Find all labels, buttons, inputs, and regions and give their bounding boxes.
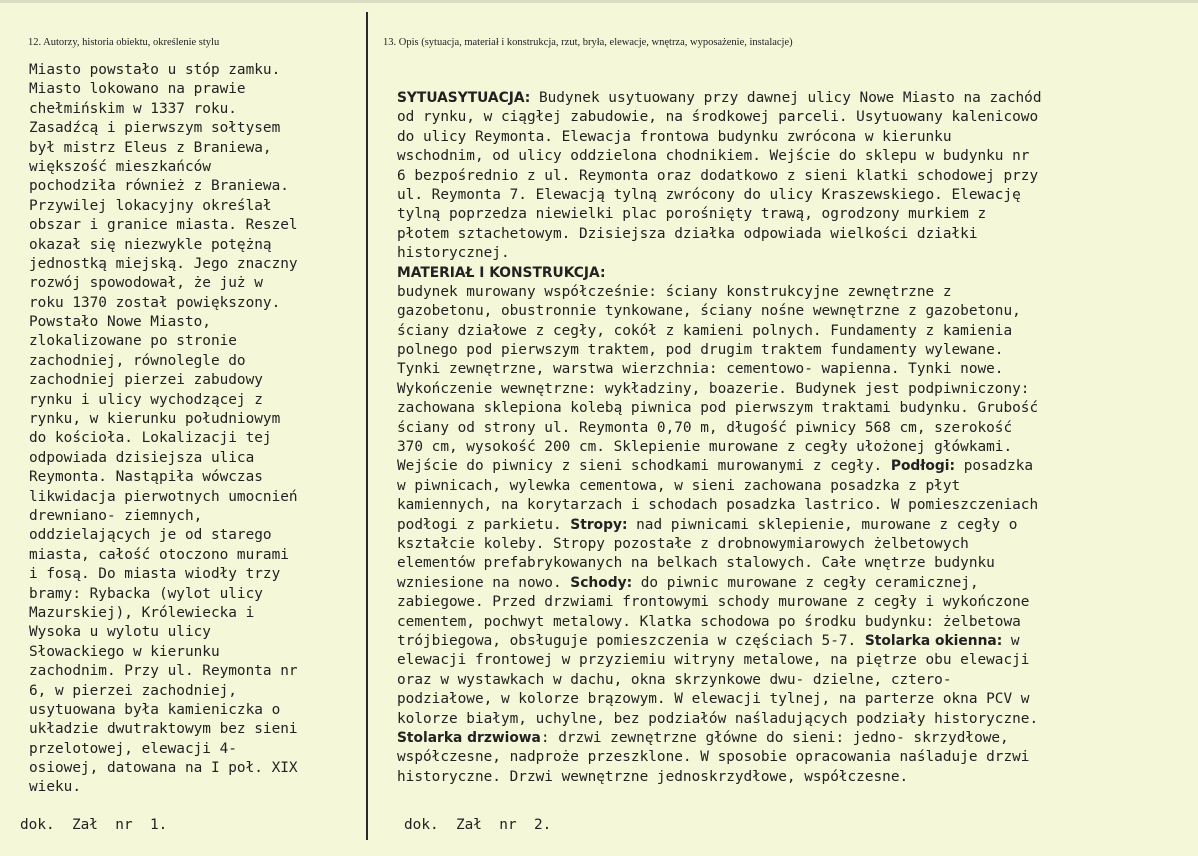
description-text-line — [397, 496, 1041, 515]
description-text: kamiennych, na korytarzach i schodach posadzka lastrico. W pomieszczeniach — [397, 497, 1039, 514]
history-text-line: pochodziła również z Braniewa. — [29, 178, 289, 195]
top-edge — [0, 0, 1198, 3]
history-text-line: był mistrz Eleus z Braniewa, — [29, 139, 272, 156]
description-text-column — [397, 89, 1041, 787]
description-text: oraz w wystawkach w dachu, okna skrzynkowe dwu- dzielne, cztero- — [397, 671, 952, 688]
description-text: do ulicy Reymonta. Elewacja frontowa budynku zwrócona w kierunku — [397, 128, 952, 145]
description-text: 370 cm, wysokość 200 cm. Sklepienie murowane z cegły ułożonej główkami. — [397, 439, 1013, 456]
description-text-line — [397, 593, 1041, 612]
history-text-line: Reymonta. Nastąpiła wówczas — [29, 469, 263, 486]
description-text: elementów prefabrykowanych na belkach stalowych. Całe wnętrze budynku — [397, 555, 995, 572]
description-text-line — [397, 283, 1041, 302]
history-text-line: rozwój spowodował, że już w — [29, 275, 263, 292]
section-heading-label: Stropy: — [570, 516, 628, 533]
history-text-line: zachodniej, równolegle do — [29, 352, 246, 369]
history-text-line: likwidacja pierwotnych umocnień — [29, 488, 298, 505]
description-text-line — [397, 632, 1041, 651]
history-text-line: wieku. — [29, 779, 81, 796]
section-heading-label: Stolarka okienna: — [864, 632, 1003, 649]
description-text-line — [397, 554, 1041, 573]
history-text-line: zachodniej pierzei zabudowy — [29, 372, 263, 389]
history-text-line: Miasto powstało u stóp zamku. — [29, 62, 281, 78]
description-text-line — [397, 457, 1041, 476]
description-text: historycznej. — [397, 245, 510, 262]
section-heading-label: Schody: — [570, 574, 633, 591]
description-text: płotem sztachetowym. Dzisiejsza działka odpowiada wielkości działki — [397, 225, 978, 242]
description-text-line — [397, 748, 1041, 767]
left-footer-note: dok. Zał nr 1. — [20, 817, 168, 833]
description-text: budynek murowany współcześnie: ściany konstrukcyjne zewnętrzne z — [397, 283, 952, 300]
history-text-line: Mazurskiej), Królewiecka i — [29, 604, 255, 621]
description-text-line — [397, 380, 1041, 399]
history-text-line: rynku i ulicy wychodzącej z — [29, 391, 263, 408]
description-text: nad piwnicami sklepienie, murowane z cegły o — [627, 516, 1018, 533]
history-text-line: miasta, całość otoczono murami — [29, 546, 289, 563]
description-text-line — [397, 516, 1041, 535]
history-text-line: chełmińskim w 1337 roku. — [29, 100, 237, 117]
description-text-line — [397, 360, 1041, 379]
description-text-line — [397, 671, 1041, 690]
description-text: elewacji frontowej w przyziemiu witryny metalowe, na piętrze obu elewacji — [397, 652, 1030, 669]
description-text-line — [397, 710, 1041, 729]
history-text-line: do kościoła. Lokalizacji tej — [29, 430, 272, 447]
right-section-header: 13. Opis (sytuacja, materiał i konstrukcja, rzut, bryła, elewacje, wnętrza, wyposażenie, instalacje) — [383, 37, 793, 48]
section-heading-label: Stolarka drzwiowa — [397, 729, 541, 746]
description-text-line — [397, 419, 1041, 438]
description-text: podłogi z parkietu. — [397, 516, 571, 533]
description-text: w piwnicach, wylewka cementowa, w sieni zachowana posadzka z płyt — [397, 477, 961, 494]
section-heading-label: Podłogi: — [890, 458, 956, 475]
description-text: kolorze białym, uchylne, bez podziałów naśladujących podziały historyczne. — [397, 710, 1039, 727]
description-text: wzniesione na nowo. — [397, 574, 571, 591]
description-text-line — [397, 399, 1041, 418]
description-text: współczesne, nadproże przeszklone. W sposobie opracowania naśladuje drzwi — [397, 749, 1030, 766]
description-text-line — [397, 768, 1041, 787]
description-text-line — [397, 535, 1041, 554]
description-text-line — [397, 186, 1041, 205]
history-text-line: przelotowej, elewacji 4- — [29, 740, 237, 757]
history-text-line: osiowej, datowana na I poł. XIX — [29, 760, 298, 777]
description-text: : drzwi zewnętrzne główne do sieni: jedno- skrzydłowe, — [540, 729, 1009, 746]
history-text-line: Zasadźcą i pierwszym sołtysem — [29, 120, 281, 137]
description-text: do piwnic murowane z cegły ceramicznej, — [632, 574, 979, 591]
history-text-line: i fosą. Do miasta wiodły trzy — [29, 566, 281, 583]
description-text: zachowana sklepiona kolebą piwnica pod pierwszym traktami budynku. Grubość — [397, 400, 1039, 417]
description-text: w — [1002, 632, 1020, 649]
history-text-line: obszar i granice miasta. Reszel — [29, 217, 298, 234]
history-text-line: odpowiada dzisiejsza ulica — [29, 449, 255, 466]
description-text: Budynek usytuowany przy dawnej ulicy Nowe Miasto na zachód — [530, 90, 1042, 106]
history-text-line: zlokalizowane po stronie — [29, 333, 237, 350]
description-text: kształcie koleby. Stropy pozostałe z drobnowymiarowych żelbetowych — [397, 535, 969, 552]
history-text-line: usytuowana była kamieniczka o — [29, 701, 281, 718]
history-text-line: zachodnim. Przy ul. Reymonta nr — [29, 663, 298, 680]
history-text-line: jednostką miejską. Jego znaczny — [29, 255, 298, 272]
history-text-line: drewniano- ziemnych, — [29, 507, 203, 524]
description-text-line — [397, 613, 1041, 632]
description-text-line — [397, 264, 1041, 283]
description-text: posadzka — [955, 458, 1034, 475]
history-text-line: Słowackiego w kierunku — [29, 643, 220, 660]
description-text: 6 bezpośrednio z ul. Reymonta oraz dodatkowo z sieni klatki schodowej przy — [397, 167, 1039, 184]
history-text-line: Przywilej lokacyjny określał — [29, 197, 272, 214]
description-text: cementem, pochwyt metalowy. Klatka schodowa po środku budynku: żelbetowa — [397, 613, 1021, 630]
description-text-line — [397, 322, 1041, 341]
history-text-line: roku 1370 został powiększony. — [29, 294, 281, 311]
description-text-line — [397, 225, 1041, 244]
description-text: ściany od strony ul. Reymonta 0,70 m, długość piwnicy 568 cm, szerokość — [397, 419, 1013, 436]
description-text-line — [397, 477, 1041, 496]
description-text-line — [397, 729, 1041, 748]
description-text-line — [397, 108, 1041, 127]
description-text-line — [397, 89, 1041, 108]
description-text: polnego pod pierwszym traktem, pod drugim traktem fundamenty wylewane. — [397, 342, 1004, 359]
section-heading-label: SYTUASYTUACJA: — [397, 90, 531, 106]
column-divider — [366, 12, 368, 840]
description-text-line — [397, 438, 1041, 457]
description-text-line — [397, 302, 1041, 321]
history-text-line: Miasto lokowano na prawie — [29, 81, 246, 98]
description-text-line — [397, 574, 1041, 593]
description-text-line — [397, 341, 1041, 360]
history-text-line: rynku, w kierunku południowym — [29, 411, 281, 428]
history-text-line: Wysoka u wylotu ulicy — [29, 624, 211, 641]
section-heading-label: MATERIAŁ I KONSTRUKCJA: — [397, 264, 606, 281]
history-text-line: bramy: Rybacka (wylot ulicy — [29, 585, 263, 602]
description-text-line — [397, 690, 1041, 709]
history-text-line: 6, w pierzei zachodniej, — [29, 682, 237, 699]
description-text: Wejście do piwnicy z sieni schodkami murowanymi z cegły. — [397, 458, 891, 475]
description-text-line — [397, 128, 1041, 147]
history-text-line: okazał się niezwykle potężną — [29, 236, 272, 253]
description-text-line — [397, 651, 1041, 670]
description-text: Tynki zewnętrzne, warstwa wierzchnia: cementowo- wapienna. Tynki nowe. — [397, 361, 1004, 378]
description-text: historyczne. Drzwi wewnętrzne jednoskrzydłowe, współczesne. — [397, 768, 909, 785]
description-text: tylną poprzedza niewielki plac porośnięty trawą, ogrodzony murkiem z — [397, 206, 987, 223]
right-footer-note: dok. Zał nr 2. — [404, 817, 552, 833]
history-text-line: oddzielających je od starego — [29, 527, 272, 544]
left-section-header: 12. Autorzy, historia obiektu, określenie stylu — [28, 37, 220, 48]
description-text: podziałowe, w kolorze brązowym. W elewacji tylnej, na parterze okna PCV w — [397, 691, 1030, 708]
description-text: od rynku, w ciągłej zabudowie, na środkowej parceli. Usytuowany kalenicowo — [397, 109, 1039, 126]
history-text-column — [29, 61, 298, 798]
description-text: Wykończenie wewnętrzne: wykładziny, boazerie. Budynek jest podpiwniczony: — [397, 380, 1030, 397]
history-text-line: układzie dwutraktowym bez sieni — [29, 721, 298, 738]
description-text-line — [397, 244, 1041, 263]
description-text: gazobetonu, obustronnie tynkowane, ściany nośne wewnętrzne z gazobetonu, — [397, 303, 1021, 320]
description-text: zabiegowe. Przed drzwiami frontowymi schody murowane z cegły i wykończone — [397, 594, 1030, 611]
history-text-line: Powstało Nowe Miasto, — [29, 314, 211, 331]
description-text: wschodnim, od ulicy oddzielona chodnikiem. Wejście do sklepu w budynku nr — [397, 148, 1030, 165]
description-text-line — [397, 167, 1041, 186]
description-text: trójbiegowa, obsługuje pomieszczenia w częściach 5-7. — [397, 632, 865, 649]
description-text-line — [397, 205, 1041, 224]
description-text-line — [397, 147, 1041, 166]
history-text-line: większość mieszkańców — [29, 158, 211, 175]
description-text: ściany działowe z cegły, cokół z kamieni polnych. Fundamenty z kamienia — [397, 322, 1013, 339]
description-text: ul. Reymonta 7. Elewacją tylną zwrócony do ulicy Kraszewskiego. Elewację — [397, 186, 1021, 203]
